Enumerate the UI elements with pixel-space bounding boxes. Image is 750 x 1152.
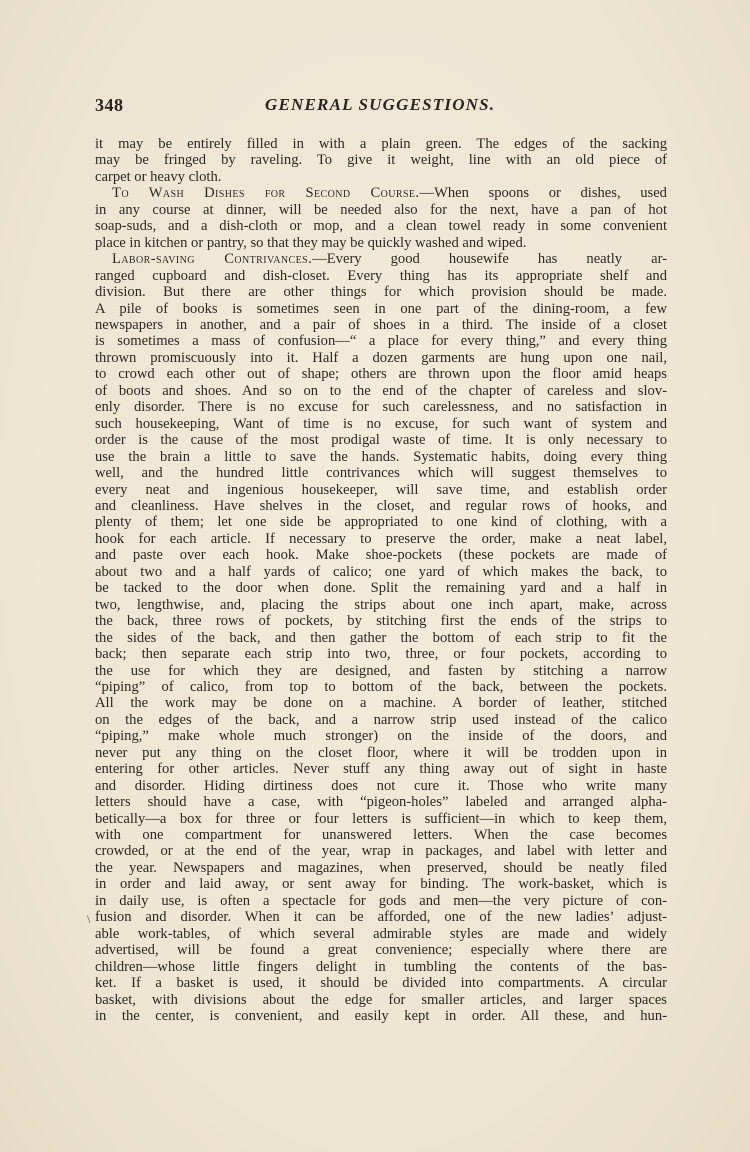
text-line: “piping” of calico, from top to bottom of the back, between the pockets.: [95, 678, 667, 695]
text-line: thrown promiscuously into it. Half a dozen garments are hung upon one nail,: [95, 349, 667, 366]
text-line: be tacked to the door when done. Split the remaining yard and a half in: [95, 580, 667, 597]
text-line: division. But there are other things for which provision should be made.: [95, 284, 667, 301]
text-line: such housekeeping, Want of time is no excuse, for such want of system and: [95, 415, 667, 432]
text-line: able work-tables, of which several admirable styles are made and widely: [95, 925, 667, 942]
text-line: ranged cupboard and dish-closet. Every thing has its appropriate shelf and: [95, 267, 667, 284]
text-line: about two and a half yards of calico; one yard of which makes the back, to: [95, 563, 667, 580]
text-line: “piping,” make whole much stronger) on the inside of the doors, and: [95, 728, 667, 745]
text-line: in the center, is convenient, and easily kept in order. All these, and hun-: [95, 1008, 667, 1025]
text-line: every neat and ingenious housekeeper, will save time, and establish order: [95, 481, 667, 498]
page-number: 348: [95, 95, 124, 115]
text-line: place in kitchen or pantry, so that they may be quickly washed and wiped.: [95, 234, 527, 251]
text-line: back; then separate each strip into two, three, or four pockets, according to: [95, 646, 667, 663]
body-text: [95, 136, 667, 1024]
page-header: [95, 95, 667, 119]
section-lead-in: Labor-saving Contrivances.: [112, 251, 313, 268]
running-head: GENERAL SUGGESTIONS.: [265, 95, 496, 114]
text-line: letters should have a case, with “pigeon-holes” labeled and arranged alpha-: [95, 794, 667, 811]
margin-mark: \: [87, 912, 91, 926]
section-lead-in: To Wash Dishes for Second Course.: [112, 185, 420, 202]
text-line: ket. If a basket is used, it should be divided into compartments. A circular: [95, 975, 667, 992]
text-line: and disorder. Hiding dirtiness does not cure it. Those who write many: [95, 777, 667, 794]
text-line: the sides of the back, and then gather the bottom of each strip to fit the: [95, 629, 667, 646]
text-line: carpet or heavy cloth.: [95, 168, 222, 185]
text-line: with one compartment for unanswered letters. When the case becomes: [95, 827, 667, 844]
text-line: order is the cause of the most prodigal waste of time. It is only necessary to: [95, 432, 667, 449]
text-line: All the work may be done on a machine. A border of leather, stitched: [95, 695, 667, 712]
text-line: and cleanliness. Have shelves in the closet, and regular rows of hooks, and: [95, 497, 667, 514]
text-line: may be fringed by raveling. To give it weight, line with an old piece of: [95, 152, 667, 169]
text-line: in any course at dinner, will be needed also for the next, have a pan of hot: [95, 201, 667, 218]
text-line: the back, three rows of pockets, by stitching first the ends of the strips to: [95, 613, 667, 630]
text-line: hook for each article. If necessary to preserve the order, make a neat label,: [95, 530, 667, 547]
text-line: crowded, or at the end of the year, wrap in packages, and label with letter and: [95, 843, 667, 860]
text-line: to crowd each other out of shape; others are thrown upon the floor amid heaps: [95, 366, 667, 383]
text-line: well, and the hundred little contrivances which will suggest themselves to: [95, 465, 667, 482]
text-line: basket, with divisions about the edge for smaller articles, and larger spaces: [95, 991, 667, 1008]
text-line: it may be entirely filled in with a plain green. The edges of the sacking: [95, 136, 667, 152]
text-line: and paste over each hook. Make shoe-pockets (these pockets are made of: [95, 547, 667, 564]
text-line: the year. Newspapers and magazines, when preserved, should be neatly filed: [95, 859, 667, 876]
text-line: A pile of books is sometimes seen in one part of the dining-room, a few: [95, 300, 667, 317]
text-line: on the edges of the back, and a narrow strip used instead of the calico: [95, 711, 667, 728]
text-line: entering for other articles. Never stuff any thing away out of sight in haste: [95, 761, 667, 778]
text-line: plenty of them; let one side be appropriated to one kind of clothing, with a: [95, 514, 667, 531]
text-line: the use for which they are designed, and fasten by stitching a narrow: [95, 662, 667, 679]
text-line: advertised, will be found a great convenience; especially where there are: [95, 942, 667, 959]
text-line: enly disorder. There is no excuse for such carelessness, and no satisfaction in: [95, 399, 667, 416]
text-line: never put any thing on the closet floor, where it will be trodden upon in: [95, 744, 667, 761]
text-line: in daily use, is often a spectacle for gods and men—the very picture of con-: [95, 892, 667, 909]
text-line: two, lengthwise, and, placing the strips about one inch apart, make, across: [95, 596, 667, 613]
text-line: soap-suds, and a dish-cloth or mop, and a clean towel ready in some convenient: [95, 218, 667, 235]
text-line: To Wash Dishes for Second Course.—When spoons or dishes, used: [112, 185, 667, 202]
text-line: use the brain a little to save the hands. Systematic habits, doing every thing: [95, 448, 667, 465]
text-line: betically—a box for three or four letters is sufficient—in which to keep them,: [95, 810, 667, 827]
text-line: newspapers in another, and a pair of shoes in a third. The inside of a closet: [95, 316, 667, 333]
text-line: fusion and disorder. When it can be afforded, one of the new ladies’ adjust-: [95, 909, 667, 926]
text-line: of boots and shoes. And so on to the end of the chapter of careless and slov-: [95, 382, 667, 399]
text-line: Labor-saving Contrivances.—Every good housewife has neatly ar-: [112, 251, 667, 268]
text-line: is sometimes a mass of confusion—“ a place for every thing,” and every thing: [95, 333, 667, 350]
text-line: in order and laid away, or sent away for binding. The work-basket, which is: [95, 876, 667, 893]
text-line: children—whose little fingers delight in tumbling the contents of the bas-: [95, 958, 667, 975]
